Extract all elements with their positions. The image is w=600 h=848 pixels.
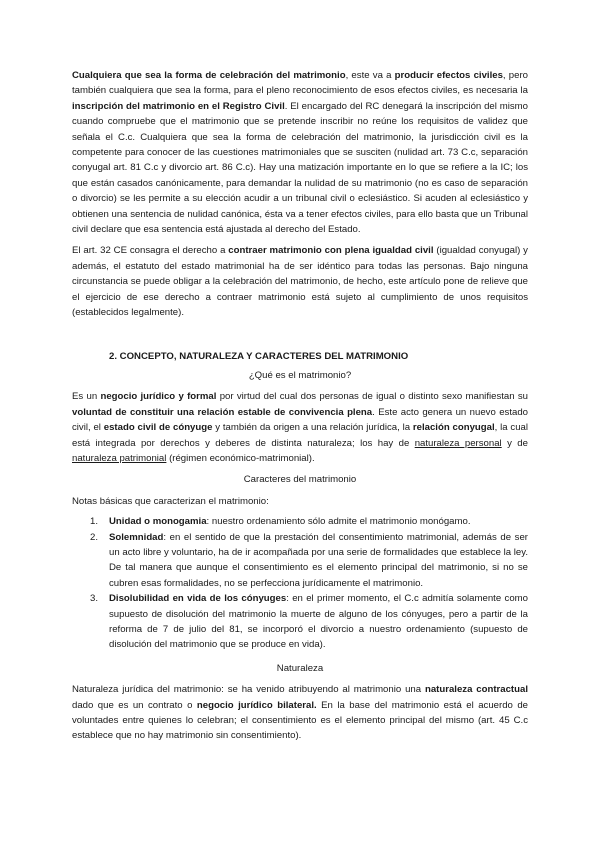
list-term: Disolubilidad en vida de los cónyuges [109, 593, 287, 605]
bold-text: estado civil de cónyuge [103, 422, 213, 434]
list-text: : nuestro ordenamiento sólo admite el matrimonio monógamo. [206, 516, 471, 528]
section-heading: 2. CONCEPTO, NATURALEZA Y CARACTERES DEL MATRIMONIO [109, 350, 409, 362]
list-term: Unidad o monogamia [109, 516, 207, 528]
bold-text: negocio jurídico bilateral. [196, 699, 317, 711]
list-number: 1. [90, 516, 99, 528]
text-run: (igualdad conyugal) y además, el estatuto del estado matrimonial ha de ser idéntico para todas las personas. Bajo ninguna circunstancia se puede obligar a la celebración del matrimonio, de hecho, este artículo pone de relieve que el ejercicio de ese derecho a contraer matrimonio está sujeto al cumplimiento de unos requisitos (establecidos legalmente). [72, 245, 528, 319]
bold-text: producir efectos civiles [394, 70, 503, 81]
paragraph-naturaleza [72, 682, 528, 744]
text-run: y de [501, 437, 528, 449]
text-run: . Este acto genera un nuevo estado civil, el [72, 406, 528, 434]
bold-text: relación conyugal [412, 422, 495, 434]
paragraph-definicion [72, 389, 528, 466]
text-run: Es un [72, 391, 101, 403]
underlined-text: naturaleza patrimonial [72, 452, 167, 464]
caracteres-subtitle: Caracteres del matrimonio [243, 474, 357, 486]
text-run: por virtud del cual dos personas de igual o distinto sexo manifiestan su [216, 391, 529, 403]
underlined-text: naturaleza personal [414, 437, 502, 449]
text-run: y también da origen a una relación jurídica, la [212, 422, 413, 434]
notas-intro: Notas básicas que caracterizan el matrimonio: [72, 495, 269, 507]
bold-text: negocio jurídico y formal [100, 391, 217, 403]
bold-text: voluntad de constituir una relación estable de convivencia plena [72, 406, 373, 418]
text-run: , pero también cualquiera que sea la forma, para el pleno reconocimiento de esos efectos civiles, es necesaria la [72, 70, 528, 97]
list-number: 3. [90, 593, 99, 605]
bold-text: contraer matrimonio con plena igualdad civil [228, 245, 434, 257]
paragraph-art-32-ce [72, 243, 528, 320]
text-run: El art. 32 CE consagra el derecho a [72, 245, 229, 257]
text-run: . El encargado del RC denegará la inscripción del mismo cuando compruebe que el matrimonio que se pretende inscribir no reúne los requisitos de validez que señala el C.c. Cualquiera que sea la forma de celebración del matrimonio, la jurisdicción civil es la competente para conocer de las cuestiones matrimoniales que se susciten (nulidad art. 73 C.c, separación conyugal art. 81 C.c y divorcio art. 86 C.c). Hay una matización importante en lo que se refiere a la IC; los que están casados canónicamente, para demandar la nulidad de su matrimonio (no es caso de separación o divorcio) se les permite a su elección acudir a un tribunal civil o eclesiástico. Si acuden al eclesiástico y obtienen una sentencia de nulidad canónica, ésta va a tener efectos civiles, para ello basta que un Tribunal civil declare que esa sentencia está ajustada al derecho del Estado. [72, 100, 529, 236]
list-text: : en el sentido de que la prestación del consentimiento matrimonial, además de ser un acto libre y voluntario, ha de ir acompañada por una serie de formalidades que establece la ley. De tal manera que aunque el consentimiento es el elemento principal del matrimonio, si no se cubren esas formalidades, no se perfecciona jurídicamente el matrimonio. [109, 531, 528, 589]
list-item [72, 591, 528, 653]
paragraph-registro-civil [72, 68, 528, 237]
document-body [72, 68, 528, 744]
list-term: Solemnidad [109, 531, 164, 543]
list-number: 2. [90, 531, 99, 543]
list-text: : en el primer momento, el C.c admitía solamente como supuesto de disolución del matrimonio la muerte de alguno de los cónyuges, pero a partir de la reforma de 7 de julio del 81, se incorporó el divorcio a nuestro ordenamiento (supuesto de disolución del matrimonio que se produce en vida). [109, 593, 528, 651]
text-run: (régimen económico-matrimonial). [166, 452, 315, 464]
text-run: , la cual está integrada por derechos y deberes de distinta naturaleza; los hay de [72, 422, 529, 449]
question-subtitle: ¿Qué es el matrimonio? [248, 369, 352, 381]
bold-text: naturaleza contractual [424, 684, 528, 696]
text-run: , este va a [345, 70, 395, 81]
bold-text: inscripción del matrimonio en el Registro Civil [72, 100, 285, 112]
text-run: Naturaleza jurídica del matrimonio: se ha venido atribuyendo al matrimonio una [72, 684, 425, 696]
list-item [72, 514, 528, 529]
bold-text: Cualquiera que sea la forma de celebración del matrimonio [72, 70, 346, 81]
text-run: En la base del matrimonio está el acuerdo de voluntades entre quienes lo celebran; el consentimiento es el elemento principal del mismo (art. 45 C.c establece que no hay matrimonio sin consentimiento). [72, 699, 528, 742]
list-item [72, 530, 528, 592]
naturaleza-subtitle: Naturaleza [276, 662, 324, 674]
caracteres-list [72, 514, 528, 653]
text-run: dado que es un contrato o [72, 699, 197, 711]
